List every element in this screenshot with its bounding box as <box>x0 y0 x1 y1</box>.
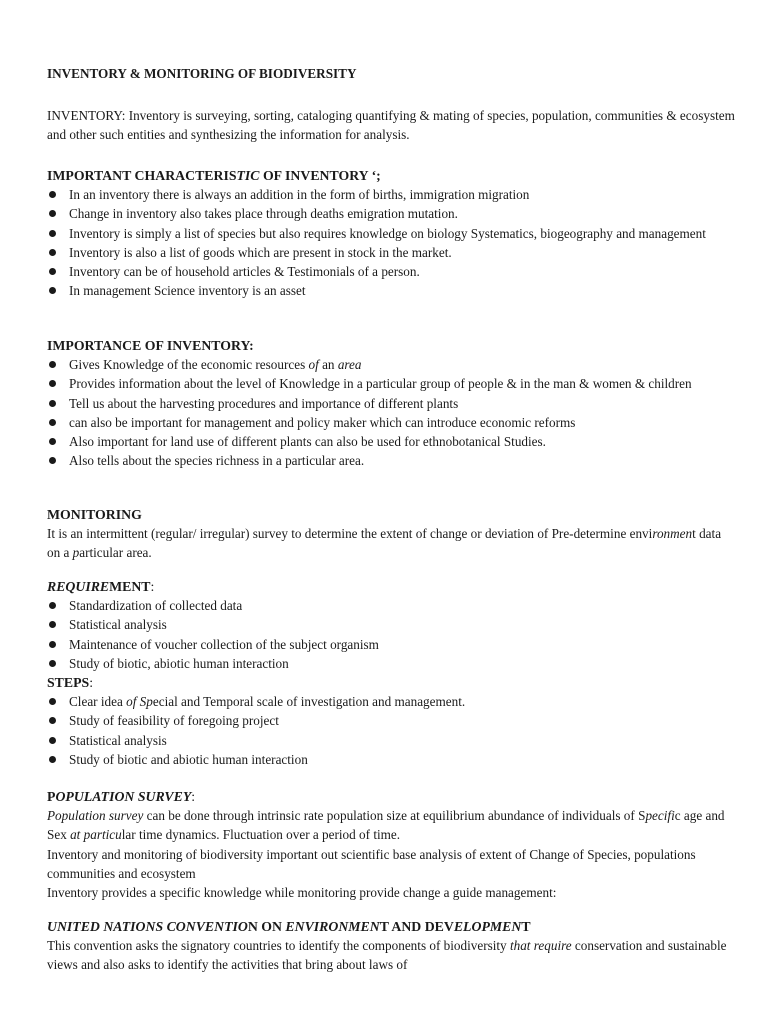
heading-part: : <box>191 789 196 804</box>
list-item: Tell us about the harvesting procedures and importance of different plants <box>47 394 737 413</box>
heading-part-italic: ELOPMEN <box>453 919 522 934</box>
heading-part: STEPS <box>47 675 90 691</box>
text-part-italic: area <box>337 357 362 373</box>
text-part: It is an intermittent (regular/ irregular) survey to determine the extent of change or deviation of Pre-determine envi <box>47 526 653 542</box>
heading-part-italic: OPULATION SURVEY <box>55 789 192 804</box>
heading-part: T <box>521 919 531 934</box>
characteristics-list <box>47 185 737 300</box>
heading-part: T AND DEV <box>379 919 454 934</box>
requirement-section <box>47 577 737 769</box>
monitoring-section <box>47 505 737 563</box>
list-item: can also be important for management and policy maker which can introduce economic reforms <box>47 413 737 432</box>
text-part-italic: ronmen <box>652 526 693 542</box>
list-item: Also important for land use of different plants can also be used for ethnobotanical Studies. <box>47 432 737 451</box>
heading-part: : <box>150 579 155 594</box>
document-title: INVENTORY & MONITORING OF BIODIVERSITY <box>47 66 357 81</box>
steps-list <box>47 692 737 769</box>
text-part-italic: p <box>72 545 80 561</box>
heading-part: MENT <box>109 579 151 594</box>
population-text-3: Inventory provides a specific knowledge while monitoring provide change a guide management: <box>47 885 557 901</box>
text-part: This convention asks the signatory countries to identify the components of biodiversity <box>47 938 510 954</box>
text-part-italic: of <box>308 357 319 373</box>
list-item: Provides information about the level of Knowledge in a particular group of people & in the man & women & children <box>47 374 737 393</box>
text-part: articular area. <box>79 545 152 561</box>
inventory-definition: INVENTORY: Inventory is surveying, sorting, cataloging quantifying & mating of species, population, communities & ecosystem and other such entities and synthesizing the information for analysis. <box>47 108 735 143</box>
text-part-italic: Population survey <box>47 808 144 824</box>
text-part: conservation and sustainable views and also asks to identify the activities that bring about laws of <box>47 938 727 973</box>
unc-section <box>47 917 737 975</box>
list-item: Statistical analysis <box>47 731 737 750</box>
characteristics-section <box>47 166 737 300</box>
list-item: Change in inventory also takes place through deaths emigration mutation. <box>47 204 737 223</box>
list-item: Statistical analysis <box>47 615 737 634</box>
heading-part: OF INVENTORY ‘; <box>259 168 381 183</box>
heading-part-italic: UNITED NATIONS CONVENTIO <box>47 919 248 934</box>
characteristics-heading <box>47 166 737 185</box>
population-section <box>47 787 737 902</box>
requirement-list <box>47 596 737 673</box>
unc-text <box>47 936 737 974</box>
heading-part: P <box>47 789 56 804</box>
heading-part-italic: REQUIRE <box>47 579 110 594</box>
unc-heading <box>47 917 737 936</box>
population-heading <box>47 787 737 806</box>
monitoring-heading: MONITORING <box>47 507 142 522</box>
heading-part: : <box>89 675 94 691</box>
list-item: Study of feasibility of foregoing project <box>47 711 737 730</box>
list-item: Inventory is also a list of goods which are present in stock in the market. <box>47 243 737 262</box>
text-part: Clear idea <box>69 694 127 710</box>
importance-section <box>47 336 737 470</box>
text-part: t data on a <box>47 526 722 561</box>
text-part: can be done through intrinsic rate population size at equilibrium abundance of individuals of S <box>143 808 646 824</box>
requirement-heading <box>47 577 737 596</box>
steps-heading <box>47 673 737 692</box>
list-item: In an inventory there is always an addition in the form of births, immigration migration <box>47 185 737 204</box>
text-part: an <box>318 357 338 373</box>
text-part-italic: at particu <box>70 827 122 843</box>
monitoring-text <box>47 524 737 562</box>
list-item: Inventory is simply a list of species but also requires knowledge on biology Systematics, biogeography and management <box>47 224 737 243</box>
text-part-italic: that require <box>509 938 572 954</box>
text-part: lar time dynamics. Fluctuation over a period of time. <box>121 827 401 843</box>
list-item: Study of biotic and abiotic human interaction <box>47 750 737 769</box>
list-item: Inventory can be of household articles & Testimonials of a person. <box>47 262 737 281</box>
heading-part: IMPORTANT CHARACTERIS <box>47 168 237 183</box>
importance-list <box>47 355 737 470</box>
heading-part-italic: TIC <box>236 168 260 183</box>
text-part-italic: pecifi <box>645 808 675 824</box>
text-part-italic: of Sp <box>126 694 153 710</box>
list-item: In management Science inventory is an asset <box>47 281 737 300</box>
population-text <box>47 806 737 844</box>
list-item: Also tells about the species richness in a particular area. <box>47 451 737 470</box>
list-item: Study of biotic, abiotic human interaction <box>47 654 737 673</box>
list-item: Maintenance of voucher collection of the subject organism <box>47 635 737 654</box>
population-text-2: Inventory and monitoring of biodiversity important out scientific base analysis of extent of Change of Species, populations communities and ecosystem <box>47 846 696 881</box>
list-item <box>47 355 737 374</box>
heading-part: N ON <box>247 919 286 934</box>
list-item: Standardization of collected data <box>47 596 737 615</box>
importance-heading: IMPORTANCE OF INVENTORY: <box>47 338 254 353</box>
heading-part-italic: ENVIRONMEN <box>285 919 380 934</box>
list-item <box>47 692 737 711</box>
text-part: Gives Knowledge of the economic resources <box>69 357 309 373</box>
text-part: ecial and Temporal scale of investigation and management. <box>152 694 466 710</box>
text-part: c age and Sex <box>47 808 725 843</box>
